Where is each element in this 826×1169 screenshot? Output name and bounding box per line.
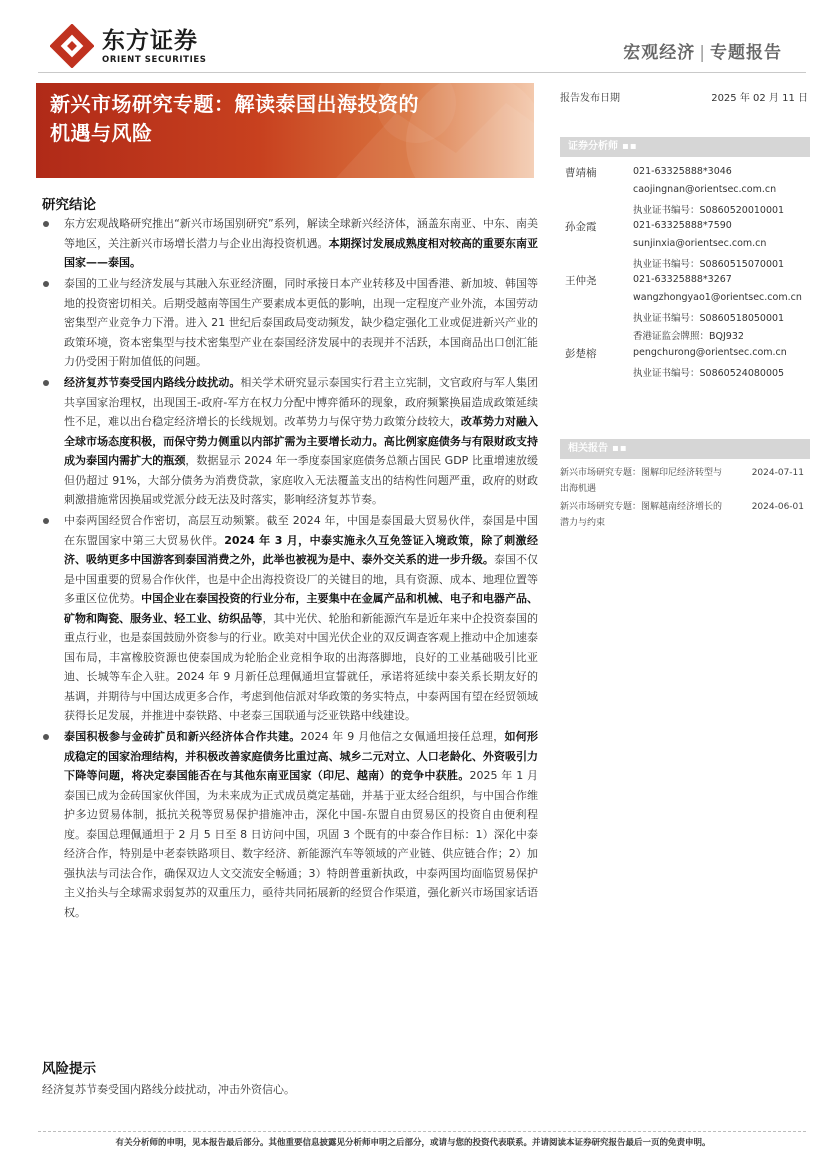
doc-type-label: 专题报告 xyxy=(710,43,782,63)
logo-cn: 东方证券 xyxy=(102,27,198,54)
risk-heading: 风险提示 xyxy=(42,1061,96,1077)
document-type: 宏观经济 | 专题报告 xyxy=(623,43,782,63)
logo-en: ORIENT SECURITIES xyxy=(102,54,207,65)
footer-divider xyxy=(38,1131,806,1132)
analyst-name: 曹靖楠 xyxy=(565,167,597,179)
analyst-cert: 执业证书编号：S0860524080005 xyxy=(633,368,785,379)
header-divider xyxy=(38,72,806,73)
analyst-phone: 021-63325888*7590 xyxy=(633,220,732,231)
report-title-line1: 新兴市场研究专题：解读泰国出海投资的 xyxy=(50,92,419,116)
publish-date-row xyxy=(560,89,808,104)
analyst-card xyxy=(565,273,810,343)
conclusion-list xyxy=(42,214,538,924)
doc-category: 宏观经济 xyxy=(623,43,696,63)
analyst-phone: 021-63325888*3046 xyxy=(633,166,732,177)
risk-text: 经济复苏节奏受国内路线分歧扰动，冲击外资信心。 xyxy=(42,1083,295,1096)
footer-disclaimer: 有关分析师的申明，见本报告最后部分。其他重要信息披露见分析师申明之后部分，或请与您的投资代表联系。并请阅读本证券研究报告最后一页的免责申明。 xyxy=(115,1138,711,1148)
analyst-card xyxy=(565,219,810,269)
related-reports-header: 相关报告 ▪▪ xyxy=(560,439,810,459)
conclusion-item: 泰国积极参与金砖扩员和新兴经济体合作共建。2024 年 9 月他信之女佩通坦接任总理，如何形成稳定的国家治理结构，并积极改善家庭债务比重过高、城乡二元对立、人口老龄化、外资吸引力下降等问题，将决定泰国能否在与其他东南亚国家（印尼、越南）的竞争中获胜。2025 年 1 月泰国已成为金砖国家伙伴国，为未来成为正式成员奠定基础，并基于亚太经合组织，与中国合作维护多边贸易体制，抵抗关税等贸易保护措施冲击，深化中国-东盟自由贸易区的投资自由便利程度。泰国总理佩通坦于 2 月 5 日至 8 日访问中国，巩固 3 个既有的中泰合作目标：1）深化中泰经济合作，特别是中老泰铁路项目、数字经济、新能源汽车等领域的产业链、供应链合作；2）加强执法与司法合作，确保双边人文交流安全畅通；3）特朗普重新执政，中泰两国均面临贸易保护主义抬头与全球需求弱复苏的双重压力，亟待共同拓展新的经贸合作渠道，强化新兴市场国家话语权。 xyxy=(42,727,538,922)
conclusion-heading: 研究结论 xyxy=(42,197,96,213)
analyst-license: 香港证监会牌照：BQJ932 xyxy=(633,331,744,342)
related-report-date: 2024-06-01 xyxy=(751,502,804,512)
analyst-email[interactable]: wangzhongyao1@orientsec.com.cn xyxy=(633,292,802,303)
analyst-name: 彭楚榕 xyxy=(565,348,597,360)
publish-date-label: 报告发布日期 xyxy=(560,93,620,104)
analyst-cert: 执业证书编号：S0860515070001 xyxy=(633,259,785,270)
related-report-title[interactable]: 新兴市场研究专题：图解印尼经济转型与 出海机遇 xyxy=(560,468,723,494)
analyst-cert: 执业证书编号：S0860518050001 xyxy=(633,313,785,324)
analyst-card xyxy=(565,165,810,215)
analysts-header: 证券分析师 ▪▪ xyxy=(560,137,810,157)
analyst-email[interactable]: caojingnan@orientsec.com.cn xyxy=(633,184,777,195)
report-title xyxy=(50,90,510,148)
conclusion-item: 中泰两国经贸合作密切，高层互动频繁。截至 2024 年，中国是泰国最大贸易伙伴，泰国是中国在东盟国家中第三大贸易伙伴。2024 年 3 月，中泰实施永久互免签证入境政策，除了刺激经济、吸纳更多中国游客到泰国消费之外，此举也被视为是中、泰外交关系的进一步升级。泰国不仅是中国重要的贸易合作伙伴，也是中企出海投资设厂的关键目的地，具有资源、成本、地理位置等多重区位优势。中国企业在泰国投资的行业分布，主要集中在金属产品和机械、电子和电器产品、矿物和陶瓷、服务业、轻工业、纺织品等，其中光伏、轮胎和新能源汽车是近年来中企投资泰国的重点行业，也是泰国鼓励外资参与的行业。欧美对中国光伏企业的双反调查客观上推动中企加速泰国布局，丰富橡胶资源也使泰国成为轮胎企业竞相争取的出海落脚地，良好的工业基础吸引比亚迪、长城等车企入驻。2024 年 9 月新任总理佩通坦宣誓就任，承诺将延续中泰关系长期友好的基调，并期待与中国达成更多合作，考虑到他信派对华政策的务实特点，中泰两国有望在经贸领域获得长足发展，并推进中泰铁路、中老泰三国联通与泛亚铁路中线建设。 xyxy=(42,511,538,726)
analyst-name: 王仲尧 xyxy=(565,275,597,287)
report-title-line2: 机遇与风险 xyxy=(50,121,153,145)
analyst-email[interactable]: sunjinxia@orientsec.com.cn xyxy=(633,238,767,249)
analyst-email[interactable]: pengchurong@orientsec.com.cn xyxy=(633,347,787,358)
analyst-card xyxy=(565,346,810,382)
conclusion-item: 泰国的工业与经济发展与其融入东亚经济圈，同时承接日本产业转移及中国香港、新加坡、韩国等地的投资密切相关。后期受越南等国生产要素成本更低的影响，出现一定程度产业外流，本国劳动密集型产业竞争力下滑。进入 21 世纪后泰国政局变动频发，缺少稳定强化工业或促进新兴产业的政策环境，资本密集型与技术密集型产业在泰国经济发展中的表现并不活跃，本国商品出口创汇能力仍受困于附加值低的问题。 xyxy=(42,274,538,372)
conclusion-item: 东方宏观战略研究推出“新兴市场国别研究”系列，解读全球新兴经济体，涵盖东南亚、中东、南美等地区，关注新兴市场增长潜力与企业出海投资机遇。本期探讨发展成熟度相对较高的重要东南亚国家——泰国。 xyxy=(42,214,538,273)
conclusion-item: 经济复苏节奏受国内路线分歧扰动。相关学术研究显示泰国实行君主立宪制，文官政府与军人集团共享国家治理权，出现国王-政府-军方在权力分配中博弈循环的现象，政府频繁换届造成政策延续性不足，难以出台稳定经济增长的长线规划。改革势力与保守势力政策分歧较大，改革势力对融入全球市场态度积极，而保守势力侧重以内部扩需为主要增长动力。高比例家庭债务与有限财政支持成为泰国内需扩大的瓶颈，数据显示 2024 年一季度泰国家庭债务总额占国民 GDP 比重增速放缓但仍超过 91%，大部分债务为消费贷款，家庭收入无法覆盖支出的结构性问题严重，政府的财政刺激措施常因换届或党派分歧无法及时落实，影响经济复苏节奏。 xyxy=(42,373,538,510)
analyst-name: 孙金霞 xyxy=(565,221,597,233)
analyst-phone: 021-63325888*3267 xyxy=(633,274,732,285)
related-report-title[interactable]: 新兴市场研究专题：图解越南经济增长的 潜力与约束 xyxy=(560,502,723,528)
logo-mark-icon xyxy=(50,24,94,68)
related-report-item[interactable] xyxy=(560,465,810,499)
related-report-date: 2024-07-11 xyxy=(751,468,804,478)
title-banner xyxy=(36,83,534,178)
company-logo xyxy=(50,24,206,68)
publish-date: 2025 年 02 月 11 日 xyxy=(711,93,808,104)
analyst-cert: 执业证书编号：S0860520010001 xyxy=(633,205,785,216)
related-report-item[interactable] xyxy=(560,499,810,533)
